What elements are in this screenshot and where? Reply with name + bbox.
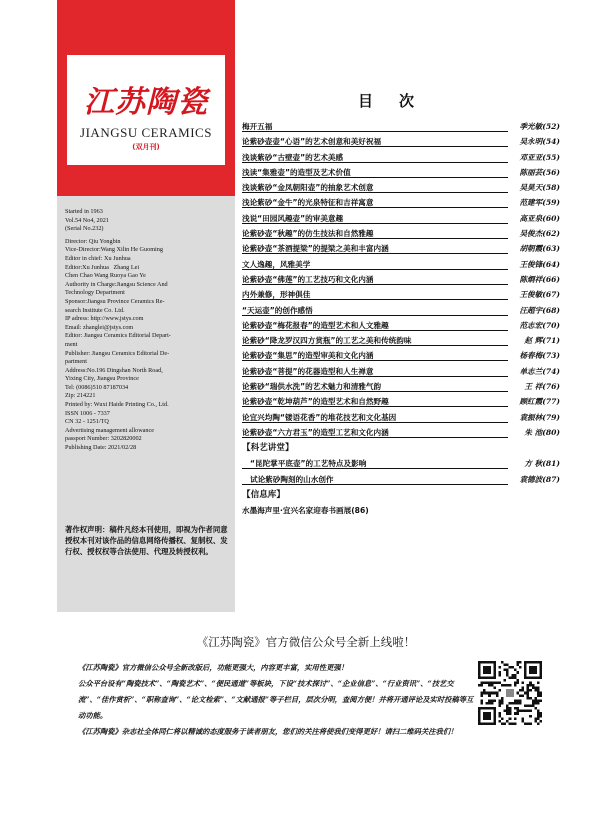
- masthead-line: Technology Department: [65, 289, 125, 297]
- toc-entry-title: 梅开五福: [242, 122, 273, 131]
- toc-entry[interactable]: [242, 318, 560, 333]
- toc-entry[interactable]: [242, 287, 560, 302]
- toc-entry[interactable]: [242, 134, 560, 149]
- toc-entry-author-page: 杨春梅(73): [519, 351, 560, 361]
- publication-frequency: (双月刊): [132, 143, 160, 151]
- toc-entry[interactable]: [242, 456, 560, 471]
- toc-entry-author-page: 顾红霞(77): [519, 397, 560, 407]
- toc-entry[interactable]: [242, 333, 560, 348]
- wechat-heading: 《江苏陶瓷》官方微信公众号全新上线啦！: [196, 635, 416, 649]
- toc-entry-title: 浅论紫砂“金牛”的光泉特征和吉祥寓意: [242, 198, 374, 208]
- toc-entry-author-page: 袁德波(87): [519, 474, 560, 484]
- toc-entry[interactable]: [242, 180, 560, 195]
- toc-entry[interactable]: [242, 303, 560, 318]
- toc-entry[interactable]: [242, 150, 560, 165]
- toc-entry[interactable]: [242, 165, 560, 180]
- masthead-line: Tel: (0086)510 87187034: [65, 383, 129, 391]
- masthead-line: Zip: 214221: [65, 392, 96, 400]
- toc-entry-title: 论紫砂壶“乾坤葫芦”的造型艺术和自然野趣: [242, 397, 389, 407]
- masthead-line: Vol.54 No4, 2021: [65, 216, 109, 224]
- masthead-line: Yixing City, Jiangsu Province: [65, 375, 139, 383]
- journal-logo-english: JIANGSU CERAMICS: [80, 125, 212, 140]
- toc-entry-title: 论紫砂壶“茶酒提梁”的提梁之美和丰富内涵: [242, 244, 389, 254]
- masthead-line: Printed by: Wuxi Haide Printing Co., Ltd.: [65, 401, 169, 409]
- toc-entry-title: 论宜兴均陶“镂语花香”的堆花技艺和文化基因: [242, 412, 397, 422]
- qr-code-icon: [478, 661, 542, 725]
- toc-entry[interactable]: [242, 226, 560, 241]
- toc-entry-title: 试论紫砂陶刻的山水创作: [250, 474, 334, 484]
- toc-entry-title: 论紫砂“降龙罗汉四方赏瓶”的工艺之美和传统韵味: [242, 336, 412, 346]
- toc-entry[interactable]: [242, 472, 560, 487]
- masthead-line: Advertising management allowance: [65, 426, 154, 434]
- masthead-line: Email: zhanglei@jstys.com: [65, 323, 134, 331]
- toc-entry[interactable]: [242, 257, 560, 272]
- toc-entry-title: 论紫砂壶“六方君玉”的造型工艺和文化内涵: [242, 427, 389, 437]
- toc-entry-title: “天运壶”的创作感悟: [242, 305, 313, 315]
- toc-entry-author-page: 汪超宇(68): [519, 305, 560, 315]
- toc-entry-title: 论紫砂壶“集思”的造型审美和文化内涵: [242, 351, 374, 361]
- toc-entry-author-page: 王俊锋(64): [519, 259, 560, 269]
- masthead-line: Authority in Charge:Jiangsu Science And: [65, 280, 168, 288]
- journal-logo-chinese: 江苏陶瓷: [84, 85, 208, 120]
- toc-entry-author-page: 范志宏(70): [519, 320, 560, 330]
- toc-entry-title: 浅谈紫砂“古壁壶”的艺术美感: [242, 152, 344, 162]
- masthead-line: (Serial No.232): [65, 225, 104, 233]
- toc-section-heading: 【信息库】: [242, 489, 285, 500]
- toc-entry[interactable]: [242, 119, 560, 134]
- toc-entry-author-page: 方 秋(81): [524, 459, 560, 469]
- wechat-paragraph: 《江苏陶瓷》官方微信公众号全新改版后，功能更强大，内容更丰富，实用性更强！: [78, 663, 348, 672]
- masthead-line: ment: [65, 340, 78, 348]
- toc-entry[interactable]: 水墨海声里·宜兴名家迎春书画展(86): [242, 505, 369, 515]
- toc-entry-title: 论紫砂壶“秋趣”的仿生技法和自然雅趣: [242, 229, 374, 239]
- toc-entry-author-page: 胡朝霞(63): [519, 244, 560, 254]
- toc-entry-author-page: 范建军(59): [519, 198, 560, 208]
- toc-title: 目次: [358, 92, 441, 110]
- cover-color-block: [57, 0, 235, 196]
- masthead-line: passport Number: 3202820002: [65, 435, 142, 443]
- toc-entry-author-page: 王 祥(76): [524, 382, 560, 392]
- masthead-line: Started in 1963: [65, 208, 103, 215]
- toc-entry[interactable]: [242, 394, 560, 409]
- masthead-line: ISSN 1006 - 7337: [65, 409, 110, 417]
- masthead-line: IP adress: http://www.jstys.com: [65, 315, 144, 323]
- toc-entry-title: 论紫砂壶“菩提”的花器造型和人生禅意: [242, 366, 374, 376]
- masthead-line: search Institute Co. Ltd.: [65, 306, 125, 314]
- masthead-line: Chen Chao Wang Ruoya Gao Ye: [65, 272, 146, 280]
- toc-entry-author-page: 吴永明(54): [519, 137, 560, 147]
- wechat-paragraph: 公众平台设有“陶瓷技术”、“陶瓷艺术”、“便民通道”等板块，下设“技术探讨”、“企业信息”、“行业资讯”、“技艺交流”、“佳作赏析”、“职称查询”、“论文检索”、“文献通报”等子栏目，层次分明，查阅方便！并将开通评论及实时投稿等互动功能。: [78, 679, 474, 720]
- toc-entry-title: 论紫砂“瑞供水洗”的艺术魅力和清雅气韵: [242, 382, 382, 392]
- masthead-line: Sponsor:Jiangsu Province Ceramics Re-: [65, 297, 165, 305]
- toc-entry-author-page: 单志兰(74): [519, 366, 560, 376]
- copyright-notice: 著作权声明：稿件凡经本刊使用，即视为作者同意授权本刊对该作品的信息网络传播权、复制权、发行权、授权权等合法使用、代理及转授权利。: [65, 525, 228, 556]
- logo-panel: [67, 55, 225, 165]
- toc-entry-title: 论紫砂壶壶“心语”的艺术创意和美好祝福: [242, 137, 382, 147]
- masthead-line: Editor:Xu Junhua Zhang Lei: [65, 263, 140, 271]
- toc-entry[interactable]: [242, 410, 560, 425]
- toc-entry-title: 浅说“田园风趣壶”的审美意趣: [242, 213, 344, 223]
- toc-entry-title: “昆陀掌平底壶”的工艺特点及影响: [250, 459, 367, 469]
- toc-entry-title: 论紫砂壶“梅花报春”的造型艺术和人文雅趣: [242, 320, 389, 330]
- wechat-paragraph: 《江苏陶瓷》杂志社全体同仁将以精诚的态度服务于读者朋友，您们的关注将使我们变得更好！请扫二维码关注我们！: [78, 727, 458, 736]
- toc-entry-title: 浅谈紫砂“金凤朝阳壶”的抽象艺术创意: [242, 183, 374, 193]
- toc-entry-author-page: 陈烱祥(66): [519, 274, 560, 284]
- toc-entry-author-page: 季光敏(52): [519, 122, 560, 131]
- toc-leader-rule: [242, 131, 508, 132]
- toc-section-heading: 【科艺讲堂】: [242, 443, 294, 454]
- masthead-line: CN 32 - 1251/TQ: [65, 418, 109, 426]
- table-of-contents: [242, 119, 560, 518]
- toc-entry[interactable]: [242, 425, 560, 440]
- toc-entry-author-page: 吴俊杰(62): [519, 229, 560, 239]
- masthead-column: [57, 0, 235, 612]
- toc-entry-author-page: 高亚泉(60): [519, 213, 560, 223]
- toc-entry-author-page: 王俊敏(67): [519, 290, 560, 300]
- toc-entry[interactable]: [242, 272, 560, 287]
- wechat-announcement: [78, 660, 474, 740]
- toc-entry[interactable]: [242, 348, 560, 363]
- masthead-info: [65, 208, 231, 453]
- toc-entry[interactable]: [242, 241, 560, 256]
- toc-entry-author-page: 朱 池(80): [524, 427, 560, 437]
- toc-entry[interactable]: [242, 379, 560, 394]
- toc-entry-author-page: 邓亚亚(55): [519, 152, 560, 162]
- toc-entry-title: 内外兼修，形神俱佳: [242, 290, 311, 300]
- toc-entry[interactable]: [242, 195, 560, 210]
- masthead-line: Vice-Director:Wang Xilin He Guoming: [65, 246, 163, 254]
- toc-entry-author-page: 袁振林(79): [519, 412, 560, 422]
- masthead-line: Address:No.196 Dingshan North Road,: [65, 366, 163, 374]
- masthead-line: Publishing Date: 2021/02/28: [65, 444, 137, 452]
- toc-entry-author-page: 陈丽芸(56): [519, 167, 560, 177]
- toc-entry-title: 文人逸趣，风雅美学: [242, 259, 311, 269]
- toc-entry[interactable]: [242, 364, 560, 379]
- toc-entry-title: 论紫砂壶“佛莲”的工艺技巧和文化内涵: [242, 274, 374, 284]
- masthead-line: partment: [65, 358, 87, 366]
- toc-entry-title: 浅读“集雅壶”的造型及艺术价值: [242, 167, 351, 177]
- toc-entry-author-page: 赵 辉(71): [524, 336, 560, 346]
- masthead-line: Director: Qiu Yongbin: [65, 237, 121, 245]
- masthead-line: Publisher: Jiangsu Ceramics Editorial De-: [65, 349, 170, 357]
- toc-entry[interactable]: [242, 211, 560, 226]
- masthead-line: Editor in chief: Xu Junhua: [65, 254, 131, 262]
- masthead-line: Editor: Jiangsu Ceramics Editorial Depart-: [65, 332, 171, 340]
- toc-entry-author-page: 吴昊天(58): [519, 183, 560, 193]
